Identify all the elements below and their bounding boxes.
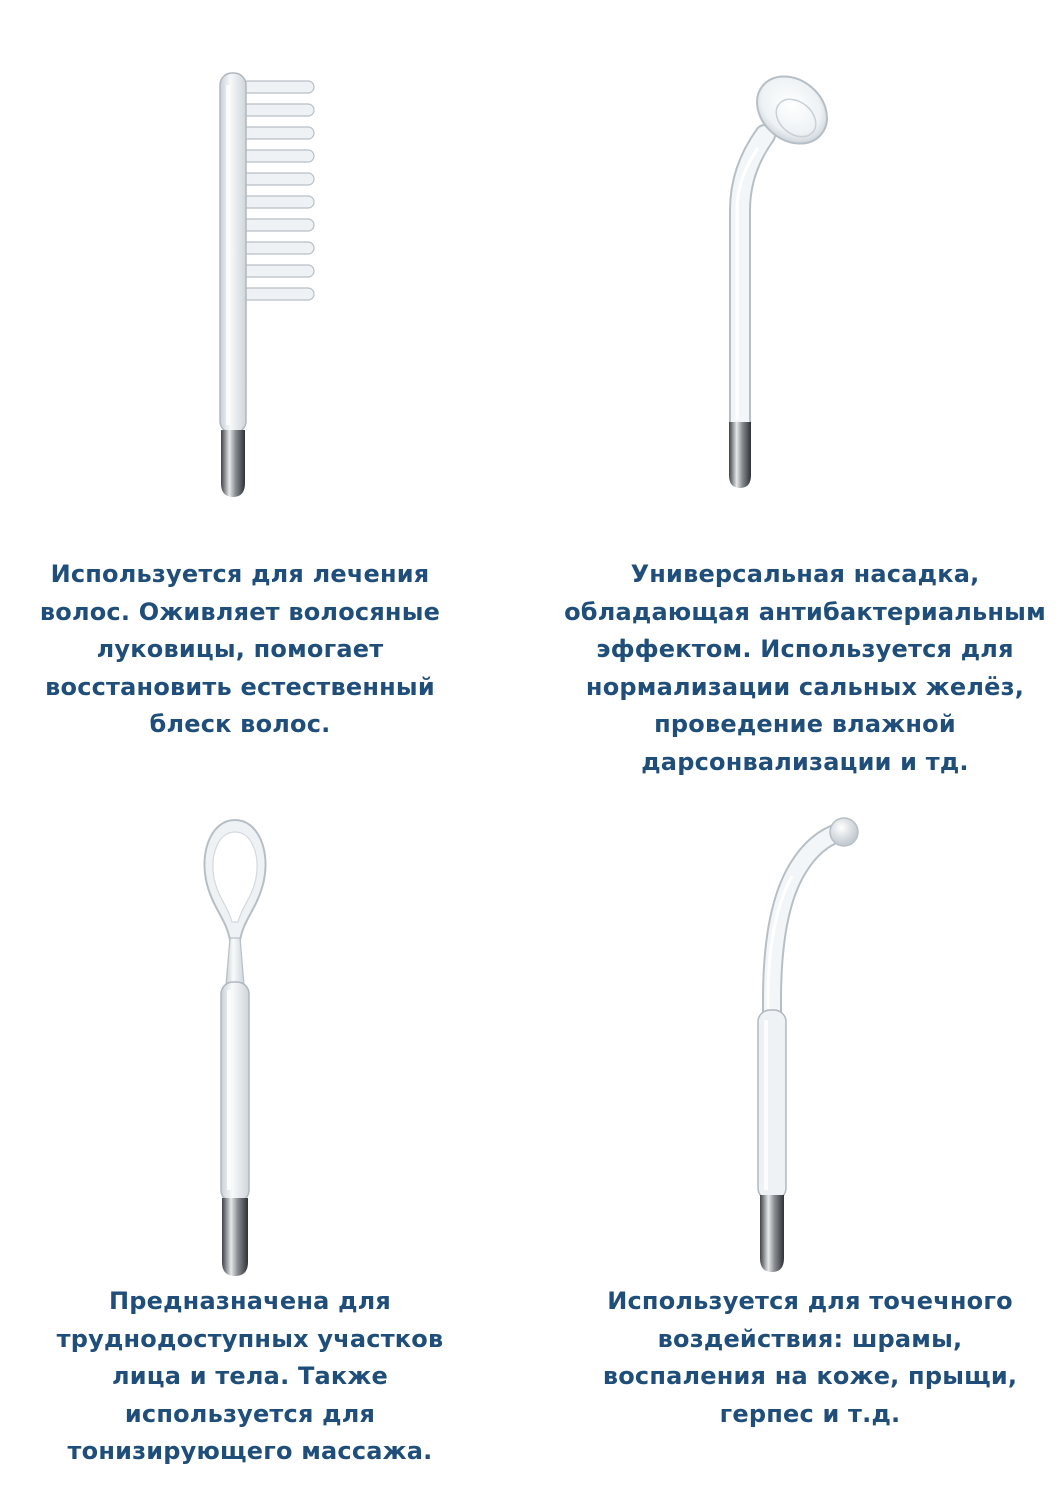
comb-electrode-icon xyxy=(200,65,340,505)
caption-hook-ball-electrode: Используется для точечного воздействия: шрамы, воспаления на коже, прыщи, герпес и т.д. xyxy=(602,1287,1018,1428)
caption-mushroom-electrode: Универсальная насадка, обладающая антибактериальным эффектом. Используется для нормализации сальных желёз, проведение влажной дарсонвализации и тд. xyxy=(564,560,1046,776)
caption-comb-electrode: Используется для лечения волос. Оживляет волосяные луковицы, помогает восстановить естественный блеск волос. xyxy=(39,560,441,738)
hook-ball-electrode-icon xyxy=(720,810,870,1285)
caption-spoon-electrode: Предназначена для труднодоступных участков лица и тела. Также используется для тонизирующего массажа. xyxy=(56,1287,444,1465)
spoon-electrode-icon xyxy=(180,810,290,1285)
mushroom-electrode-icon xyxy=(710,60,840,505)
